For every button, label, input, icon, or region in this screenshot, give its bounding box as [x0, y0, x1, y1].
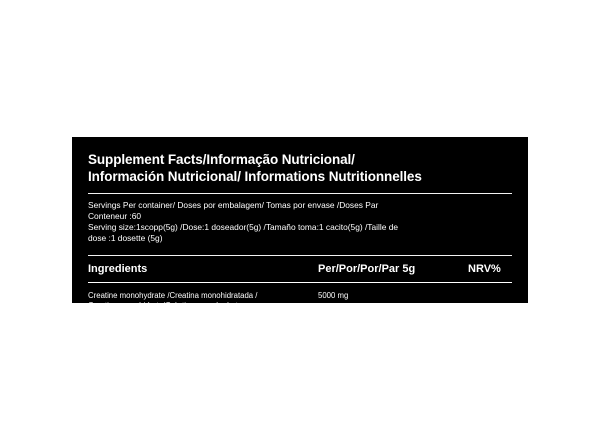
servings-line-3: Serving size:1scopp(5g) /Dose:1 doseador(5g) /Tamaño toma:1 cacito(5g) /Taille de: [88, 221, 399, 232]
title-divider: [88, 193, 512, 194]
row-ingredient-name-line-2: Creatina monohidrato/Créatine monohydrate: [88, 301, 243, 311]
column-header-ingredients: Ingredients: [88, 262, 148, 275]
servings-line-4: dose :1 dosette (5g): [88, 232, 163, 243]
spacer: [88, 244, 512, 248]
panel-title-line-1: Supplement Facts/Informação Nutricional/: [88, 152, 355, 167]
row-amount: 5000 mg: [318, 290, 349, 300]
servings-line-2: Conteneur :60: [88, 210, 142, 221]
table-header-row: [88, 262, 512, 277]
panel-title-line-2: Información Nutricional/ Informations Nutritionnelles: [88, 169, 422, 185]
header-divider: [88, 282, 512, 283]
row-ingredient-name-line-1: Creatine monohydrate /Creatina monohidratada /: [88, 290, 258, 300]
servings-divider: [88, 255, 512, 256]
panel-title: [88, 149, 512, 186]
table-row: [88, 291, 512, 312]
servings-line-1: Servings Per container/ Doses por embalagem/ Tomas por envase /Doses Par: [88, 199, 379, 210]
row-ingredient-name: [88, 291, 318, 312]
servings-info: [88, 200, 512, 244]
column-header-nrv: NRV%: [468, 262, 501, 275]
supplement-facts-panel: [72, 137, 528, 311]
column-header-amount: Per/Por/Por/Par 5g: [318, 262, 416, 275]
